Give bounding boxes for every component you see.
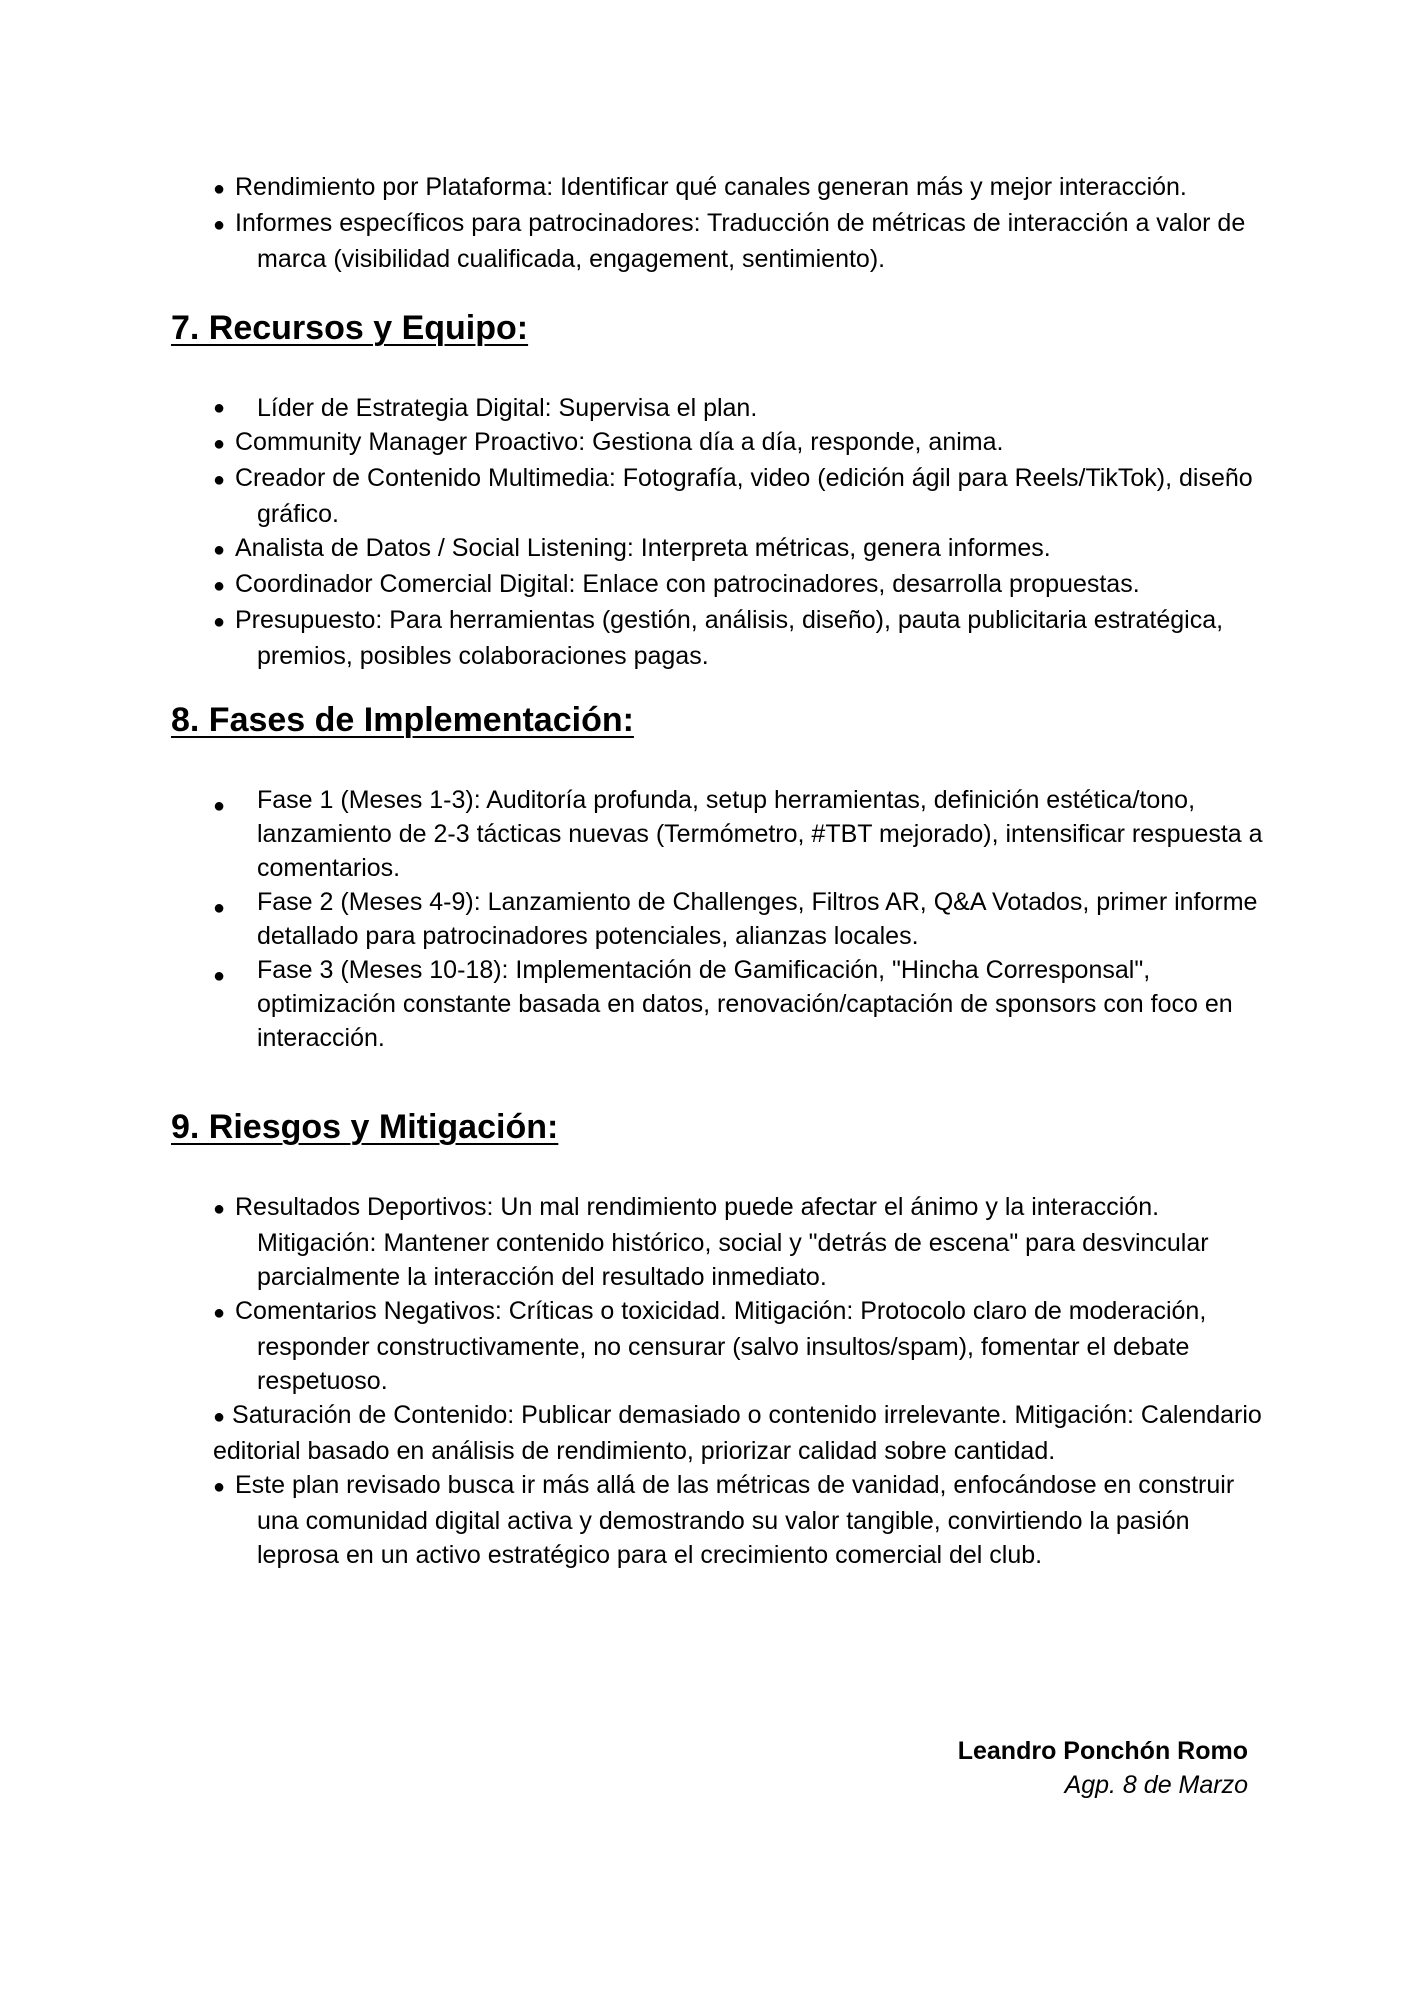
- list-item: ● Este plan revisado busca ir más allá de las métricas de vanidad, enfocándose en construir una comunidad digital activa y demostrando su valor tangible, convirtiendo la pasión leprosa en un activo estratégico para el crecimiento comercial del club.: [213, 1471, 1235, 1569]
- bullet-icon: ●: [213, 1302, 226, 1324]
- list-item: ● Creador de Contenido Multimedia: Fotografía, video (edición ágil para Reels/TikTok), diseño gráfico.: [213, 464, 1253, 528]
- section-8-heading: 8. Fases de Implementación:: [171, 701, 634, 739]
- list-item: ● Fase 1 (Meses 1-3): Auditoría profunda, setup herramientas, definición estética/tono, lanzamiento de 2-3 tácticas nuevas (Termómetro, #TBT mejorado), intensificar respuesta a comentarios.: [213, 786, 1263, 882]
- list-item: ● Comentarios Negativos: Críticas o toxicidad. Mitigación: Protocolo claro de moderación, responder constructivamente, no censurar (salvo insultos/spam), fomentar el debate respetuoso.: [213, 1297, 1207, 1395]
- bullet-icon: ●: [213, 1476, 226, 1498]
- section8-list: [213, 783, 1273, 1055]
- list-item: ● Saturación de Contenido: Publicar demasiado o contenido irrelevante. Mitigación: Calendario editorial basado en análisis de rendimiento, priorizar calidad sobre cantidad.: [213, 1401, 1262, 1465]
- bullet-icon: ●: [213, 397, 226, 419]
- bullet-icon: ●: [213, 965, 226, 987]
- list-item: ● Coordinador Comercial Digital: Enlace con patrocinadores, desarrolla propuestas.: [213, 567, 1273, 603]
- bullet-icon: ●: [213, 539, 226, 561]
- bullet-icon: ●: [213, 575, 226, 597]
- section6-continued-list: [213, 170, 1273, 276]
- bullet-icon: ●: [213, 178, 226, 200]
- list-item: ● Community Manager Proactivo: Gestiona día a día, responde, anima.: [213, 425, 1273, 461]
- bullet-icon: ●: [213, 897, 226, 919]
- bullet-icon: ●: [213, 214, 226, 236]
- list-item: ● Analista de Datos / Social Listening: Interpreta métricas, genera informes.: [213, 531, 1273, 567]
- list-item: ● Resultados Deportivos: Un mal rendimiento puede afectar el ánimo y la interacción. Mitigación: Mantener contenido histórico, social y "detrás de escena" para desvincular parcialmente la interacción del resultado inmediato.: [213, 1193, 1209, 1291]
- bullet-icon: ●: [213, 469, 226, 491]
- bullet-icon: ●: [213, 795, 226, 817]
- bullet-icon: ●: [213, 433, 226, 455]
- list-item: ● Líder de Estrategia Digital: Supervisa el plan.: [213, 391, 1273, 425]
- section-9-heading: 9. Riesgos y Mitigación:: [171, 1108, 559, 1146]
- bullet-icon: ●: [213, 611, 226, 633]
- signature-block: [958, 1734, 1248, 1802]
- bullet-icon: ●: [213, 1198, 226, 1220]
- list-item: ● Presupuesto: Para herramientas (gestión, análisis, diseño), pauta publicitaria estratégica, premios, posibles colaboraciones pagas.: [213, 606, 1224, 670]
- list-item: ● Fase 3 (Meses 10-18): Implementación de Gamificación, "Hincha Corresponsal", optimización constante basada en datos, renovación/captación de sponsors con foco en interacción.: [213, 956, 1233, 1052]
- section7-list: [213, 391, 1273, 673]
- signature-name: Leandro Ponchón Romo: [957, 1737, 1248, 1765]
- section9-list: [213, 1190, 1273, 1572]
- signature-subtitle: Agp. 8 de Marzo: [1064, 1771, 1248, 1799]
- bullet-icon: ●: [213, 1406, 226, 1428]
- section-7-heading: 7. Recursos y Equipo:: [171, 309, 529, 347]
- list-item: ● Fase 2 (Meses 4-9): Lanzamiento de Challenges, Filtros AR, Q&A Votados, primer informe detallado para patrocinadores potenciales, alianzas locales.: [213, 888, 1258, 950]
- list-item: ● Rendimiento por Plataforma: Identificar qué canales generan más y mejor interacción.: [213, 170, 1273, 206]
- list-item: ● Informes específicos para patrocinadores: Traducción de métricas de interacción a valor de marca (visibilidad cualificada, engagement, sentimiento).: [213, 209, 1246, 273]
